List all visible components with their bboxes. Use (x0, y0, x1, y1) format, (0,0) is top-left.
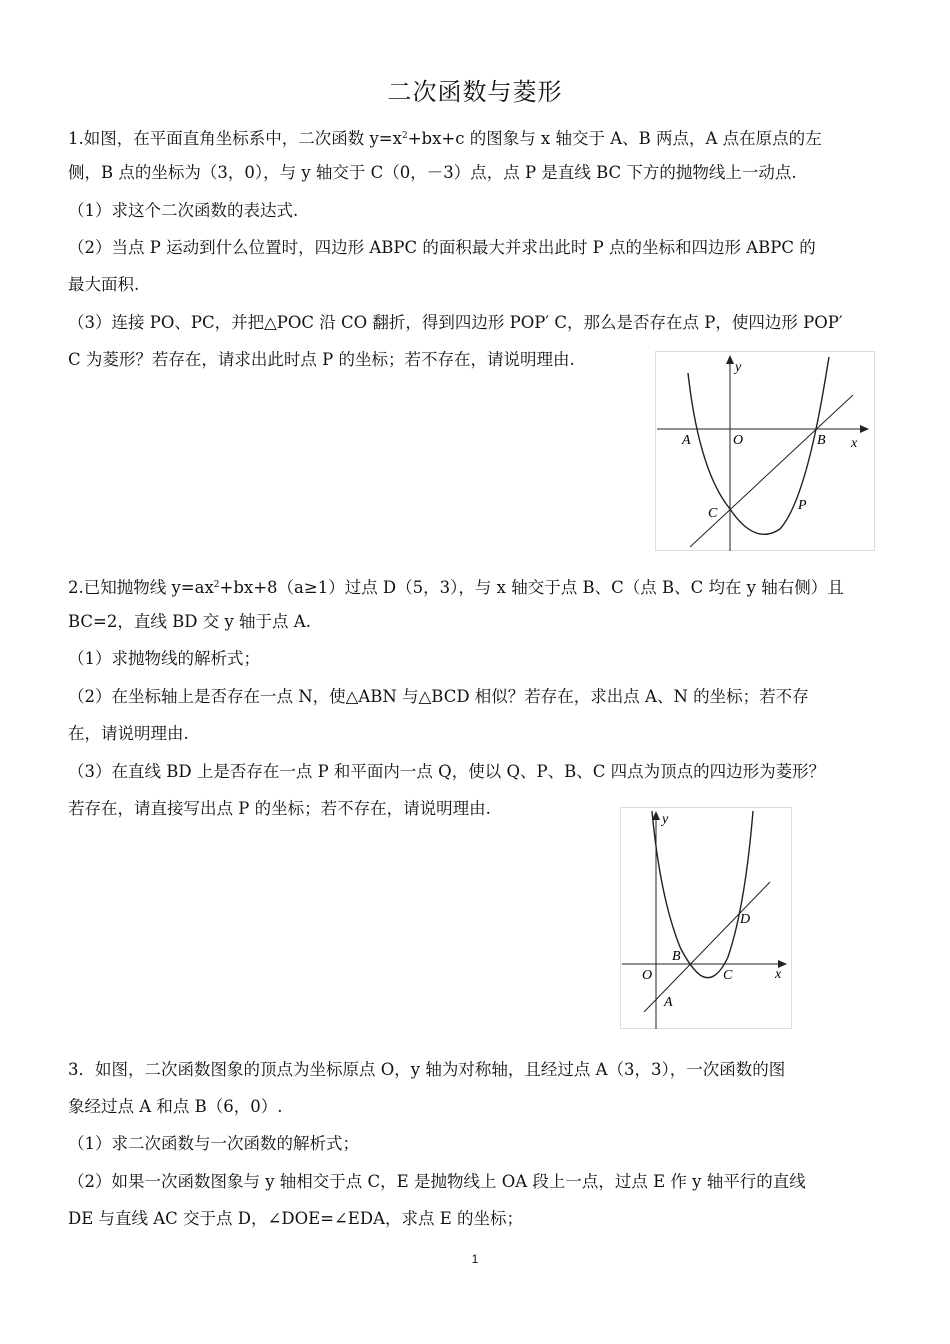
problem-1-question-3: （3）连接 PO、PC，并把△POC 沿 CO 翻折，得到四边形 POP′ C，那么是否存在点 P，使四边形 POP′ (68, 313, 843, 332)
label-x: x (851, 436, 858, 451)
problem-3-question-1: （1）求二次函数与一次函数的解析式； (68, 1134, 359, 1153)
problem-2-question-1: （1）求抛物线的解析式； (68, 649, 260, 668)
problem-3-question-2-cont: DE 与直线 AC 交于点 D，∠DOE=∠EDA，求点 E 的坐标； (68, 1209, 524, 1228)
label-y: y (735, 360, 742, 375)
problem-2-figure (620, 807, 792, 1029)
problem-3-question-2: （2）如果一次函数图象与 y 轴相交于点 C，E 是抛物线上 OA 段上一点，过点 E 作 y 轴平行的直线 (68, 1172, 806, 1191)
problem-3-line-1: 3．如图，二次函数图象的顶点为坐标原点 O，y 轴为对称轴，且经过点 A（3，3），一次函数的图 (68, 1060, 786, 1079)
y-axis-arrow-icon (726, 355, 734, 364)
problem-2-question-2: （2）在坐标轴上是否存在一点 N，使△ABN 与△BCD 相似？若存在，求出点 A、N 的坐标；若不存 (68, 687, 809, 706)
parabola (652, 811, 753, 978)
label-c: C (708, 506, 718, 521)
label-b: B (817, 433, 826, 448)
page-number: 1 (471, 1252, 479, 1266)
label-y: y (662, 812, 669, 827)
problem-1-text: 1.如图，在平面直角坐标系中，二次函数 y=x (68, 129, 402, 148)
problem-1-question-2: （2）当点 P 运动到什么位置时，四边形 ABPC 的面积最大并求出此时 P 点的坐标和四边形 ABPC 的 (68, 238, 816, 257)
label-a: A (664, 995, 673, 1010)
problem-1-question-3-cont: C 为菱形？若存在，请求出此时点 P 的坐标；若不存在，请说明理由. (68, 350, 575, 369)
label-o: O (733, 433, 744, 448)
label-a: A (682, 433, 691, 448)
label-p: P (798, 498, 807, 513)
problem-2-text: 2.已知抛物线 y=ax (68, 578, 214, 597)
problem-3-line-2: 象经过点 A 和点 B（6，0）. (68, 1097, 283, 1116)
label-o: O (642, 968, 653, 983)
exponent: 2 (401, 131, 408, 141)
label-d: D (740, 912, 751, 927)
x-axis-arrow-icon (860, 425, 869, 433)
label-b: B (672, 949, 681, 964)
problem-1-line-1 (68, 126, 822, 149)
problem-1-line-2: 侧，B 点的坐标为（3，0），与 y 轴交于 C（0，－3）点，点 P 是直线 BC 下方的抛物线上一动点. (68, 163, 797, 182)
label-x: x (775, 967, 782, 982)
problem-1-figure (655, 351, 875, 551)
problem-1-question-2-cont: 最大面积. (68, 275, 140, 294)
problem-2-question-3-cont: 若存在，请直接写出点 P 的坐标；若不存在，请说明理由. (68, 799, 491, 818)
page-title: 二次函数与菱形 (387, 78, 563, 106)
line-bd (644, 882, 770, 1012)
problem-2-line-2: BC=2，直线 BD 交 y 轴于点 A. (68, 612, 311, 631)
label-c: C (723, 968, 733, 983)
problem-2-text-cont: +bx+8（a≥1）过点 D（5，3），与 x 轴交于点 B、C（点 B、C 均在 y 轴右侧）且 (219, 578, 844, 597)
problem-2-question-2-cont: 在，请说明理由. (68, 724, 189, 743)
problem-2-question-3: （3）在直线 BD 上是否存在一点 P 和平面内一点 Q，使以 Q、P、B、C 四点为顶点的四边形为菱形？ (68, 762, 826, 781)
exponent: 2 (213, 580, 220, 590)
problem-1-text-cont: +bx+c 的图象与 x 轴交于 A、B 两点，A 点在原点的左 (407, 129, 822, 148)
problem-2-line-1 (68, 575, 844, 598)
line-bc (690, 395, 853, 547)
problem-1-question-1: （1）求这个二次函数的表达式. (68, 201, 299, 220)
